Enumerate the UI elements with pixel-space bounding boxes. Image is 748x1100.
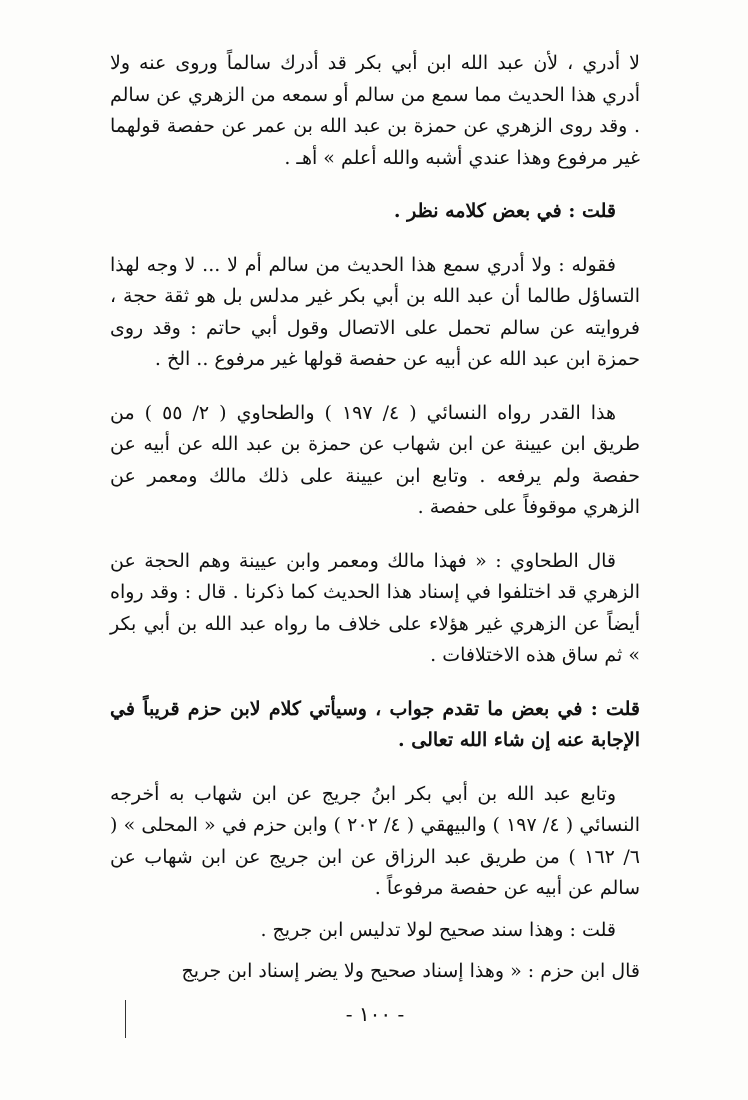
paragraph-2: قلت : في بعض كلامه نظر .: [393, 200, 616, 222]
paragraph-3: فقوله : ولا أدري سمع هذا الحديث من سالم أم لا ... لا وجه لهذا التساؤل طالما أن عبد الله بن أبي بكر غير مدلس بل هو ثقة حجة ، فروايته عن سالم تحمل على الاتصال وقول أبي حاتم : وقد روى حمزة ابن عبد الله عن أبيه عن حفصة قولها غير مرفوع .. الخ .: [110, 253, 640, 370]
paragraph-4: هذا القدر رواه النسائي ( ٤/ ١٩٧ ) والطحاوي ( ٢/ ٥٥ ) من طريق ابن عيينة عن ابن شهاب عن حمزة بن عبد الله عن أبيه عن حفصة ولم يرفعه . وتابع ابن عيينة على ذلك مالك ومعمر عن الزهري موقوفاً على حفصة .: [110, 401, 640, 518]
paragraph-5: قال الطحاوي : « فهذا مالك ومعمر وابن عيينة وهم الحجة عن الزهري قد اختلفوا في إسناد هذا الحديث كما ذكرنا . قال : وقد رواه أيضاً عن الزهري غير هؤلاء على خلاف ما رواه عبد الله بن أبي بكر » ثم ساق هذه الاختلافات .: [110, 549, 640, 666]
paragraph-7: وتابع عبد الله بن أبي بكر ابنُ جريج عن ابن شهاب به أخرجه النسائي ( ٤/ ١٩٧ ) والبيهقي ( ٤/ ٢٠٢ ) وابن حزم في « المحلى » ( ٦/ ١٦٢ ) من طريق عبد الرزاق عن ابن جريج عن ابن شهاب عن سالم عن أبيه عن حفصة مرفوعاً .: [110, 782, 640, 899]
paragraph-9: قال ابن حزم : « وهذا إسناد صحيح ولا يضر إسناد ابن جريج: [181, 960, 640, 982]
paragraph-6: قلت : في بعض ما تقدم جواب ، وسيأتي كلام لابن حزم قريباً في الإجابة عنه إن شاء الله تعالى .: [110, 697, 640, 751]
page-number: - ١٠٠ -: [345, 1002, 405, 1026]
body-text: [110, 48, 640, 988]
paragraph-8: قلت : وهذا سند صحيح لولا تدليس ابن جريج .: [260, 918, 616, 941]
margin-line: [125, 1000, 126, 1038]
paragraph-1: لا أدري ، لأن عبد الله ابن أبي بكر قد أدرك سالماً وروى عنه ولا أدري هذا الحديث مما سمع من سالم أو سمعه من الزهري عن سالم . وقد روى الزهري عن حمزة بن عبد الله بن عمر عن حفصة قولهما غير مرفوع وهذا عندي أشبه والله أعلم » أهـ .: [110, 52, 640, 169]
